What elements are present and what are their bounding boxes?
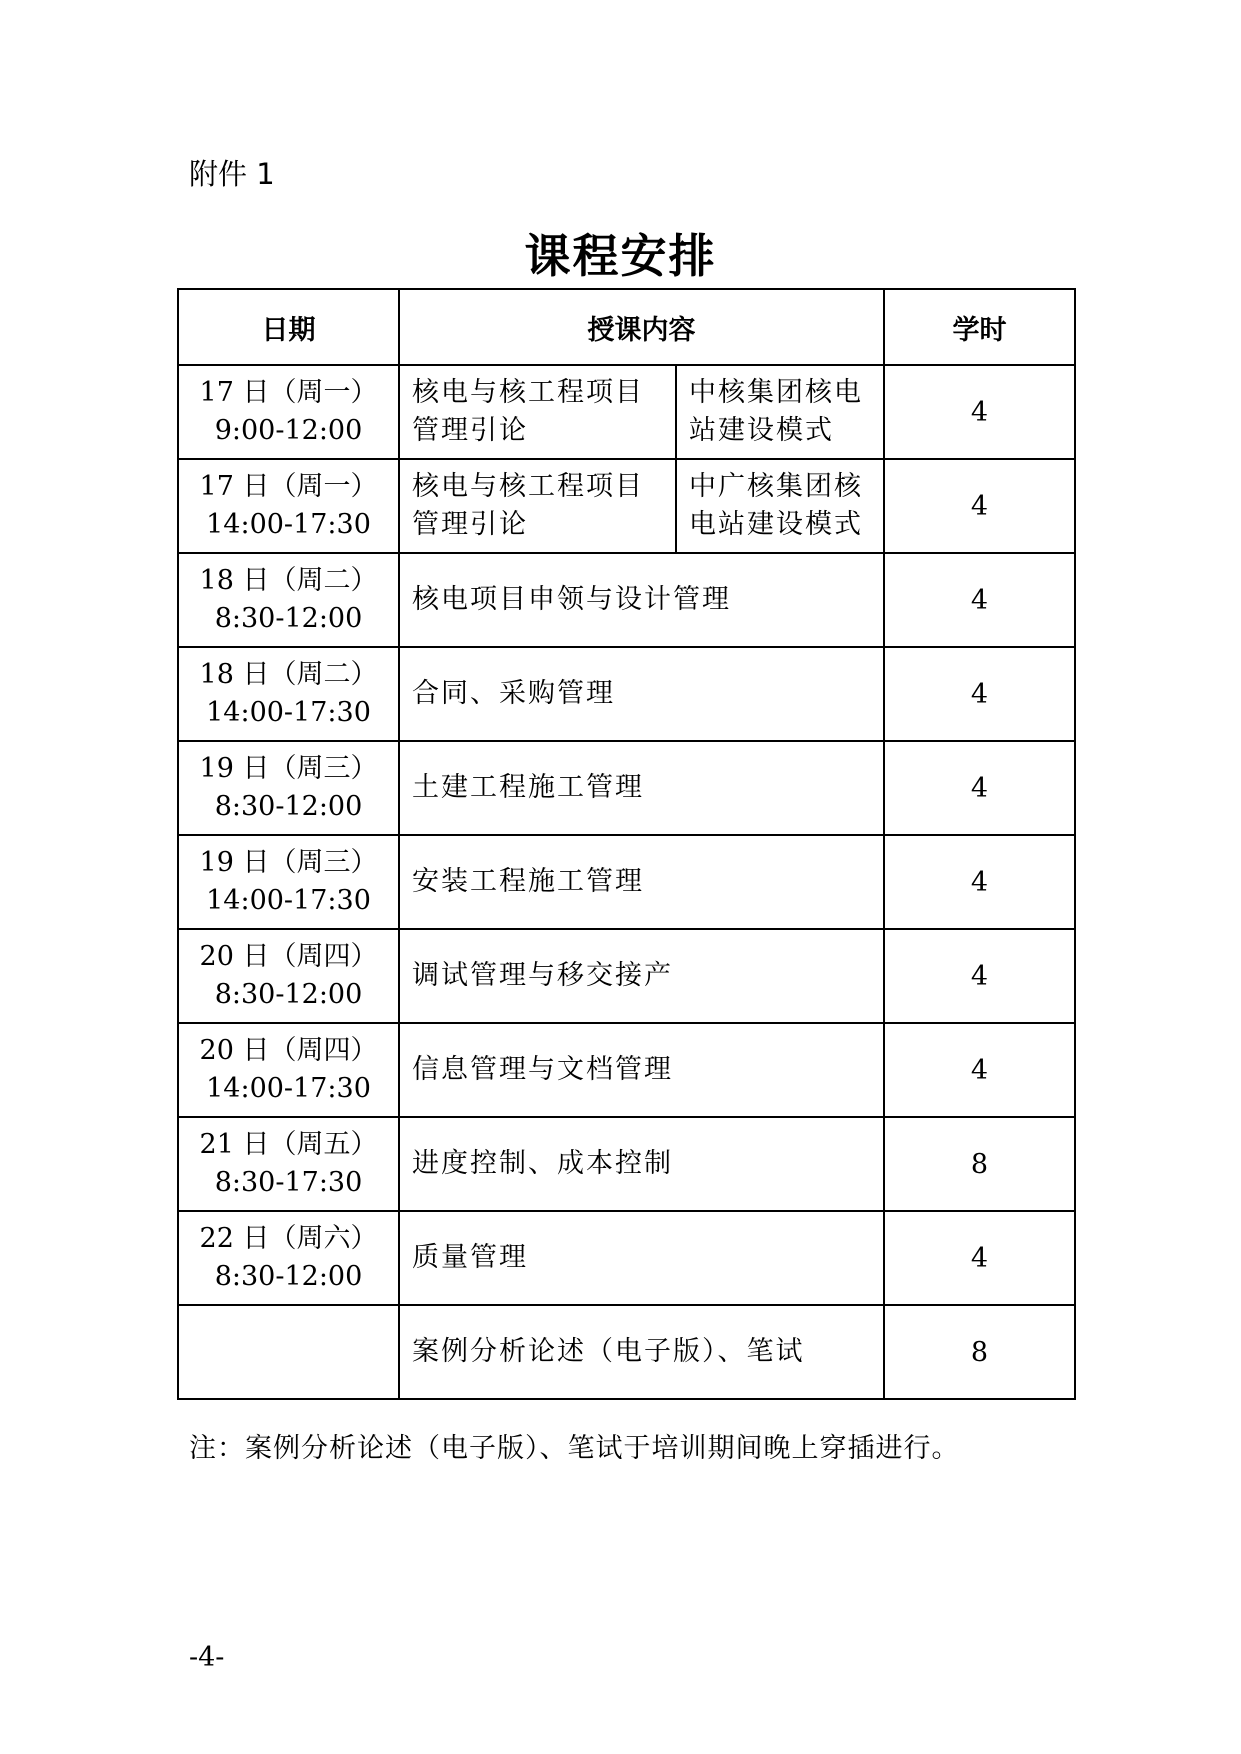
table-row: [178, 459, 1075, 553]
date-time: 14:00-17:30: [206, 509, 371, 540]
table-row: [178, 1117, 1075, 1211]
date-cell: [178, 647, 399, 741]
content-cell: 中核集团核电站建设模式: [676, 365, 884, 459]
date-cell: [178, 1023, 399, 1117]
date-time: 8:30-12:00: [214, 791, 363, 822]
date-day: 19 日（周三）: [199, 847, 378, 878]
date-cell: [178, 1117, 399, 1211]
table-row: [178, 1211, 1075, 1305]
date-day: 20 日（周四）: [199, 1035, 378, 1066]
content-cell: 中广核集团核电站建设模式: [676, 459, 884, 553]
content-cell: 合同、采购管理: [399, 647, 884, 741]
date-day: 18 日（周二）: [199, 565, 378, 596]
hours-cell: 4: [884, 553, 1075, 647]
attachment-label: 附件 1: [189, 157, 275, 191]
hours-cell: 4: [884, 647, 1075, 741]
schedule-table: [177, 288, 1076, 1400]
hours-cell: 8: [884, 1117, 1075, 1211]
date-time: 14:00-17:30: [206, 697, 371, 728]
date-day: 19 日（周三）: [199, 753, 378, 784]
hours-cell: 8: [884, 1305, 1075, 1399]
table-row: [178, 1023, 1075, 1117]
content-cell: 进度控制、成本控制: [399, 1117, 884, 1211]
date-cell: [178, 929, 399, 1023]
hours-cell: 4: [884, 459, 1075, 553]
content-cell: 土建工程施工管理: [399, 741, 884, 835]
page-title: 课程安排: [524, 229, 717, 283]
table-row: [178, 1305, 1075, 1399]
content-cell: 质量管理: [399, 1211, 884, 1305]
date-cell: [178, 1305, 399, 1399]
content-cell: 信息管理与文档管理: [399, 1023, 884, 1117]
content-cell: 案例分析论述（电子版）、笔试: [399, 1305, 884, 1399]
date-time: 14:00-17:30: [206, 1073, 371, 1104]
content-cell: 核电与核工程项目管理引论: [399, 459, 676, 553]
hours-cell: 4: [884, 741, 1075, 835]
date-cell: [178, 1211, 399, 1305]
date-day: 17 日（周一）: [199, 377, 378, 408]
hours-cell: 4: [884, 1211, 1075, 1305]
table-row: [178, 365, 1075, 459]
content-cell: 核电项目申领与设计管理: [399, 553, 884, 647]
content-cell: 调试管理与移交接产: [399, 929, 884, 1023]
date-time: 9:00-12:00: [214, 415, 363, 446]
table-row: [178, 553, 1075, 647]
date-time: 14:00-17:30: [206, 885, 371, 916]
footnote: 注：案例分析论述（电子版）、笔试于培训期间晚上穿插进行。: [189, 1433, 960, 1464]
header-date: 日期: [178, 289, 399, 365]
hours-cell: 4: [884, 1023, 1075, 1117]
date-time: 8:30-12:00: [214, 603, 363, 634]
date-day: 20 日（周四）: [199, 941, 378, 972]
hours-cell: 4: [884, 835, 1075, 929]
table-header-row: [178, 289, 1075, 365]
date-time: 8:30-12:00: [214, 1261, 363, 1292]
date-cell: [178, 553, 399, 647]
date-time: 8:30-17:30: [214, 1167, 363, 1198]
hours-cell: 4: [884, 365, 1075, 459]
date-day: 18 日（周二）: [199, 659, 378, 690]
header-hours: 学时: [884, 289, 1075, 365]
date-day: 17 日（周一）: [199, 471, 378, 502]
date-cell: [178, 365, 399, 459]
date-cell: [178, 835, 399, 929]
content-cell: 核电与核工程项目管理引论: [399, 365, 676, 459]
table-row: [178, 929, 1075, 1023]
hours-cell: 4: [884, 929, 1075, 1023]
date-day: 22 日（周六）: [199, 1223, 378, 1254]
date-time: 8:30-12:00: [214, 979, 363, 1010]
page-number: -4-: [189, 1642, 225, 1673]
table-row: [178, 835, 1075, 929]
table-row: [178, 741, 1075, 835]
header-content: 授课内容: [399, 289, 884, 365]
date-cell: [178, 741, 399, 835]
content-cell: 安装工程施工管理: [399, 835, 884, 929]
date-cell: [178, 459, 399, 553]
table-row: [178, 647, 1075, 741]
date-day: 21 日（周五）: [199, 1129, 378, 1160]
